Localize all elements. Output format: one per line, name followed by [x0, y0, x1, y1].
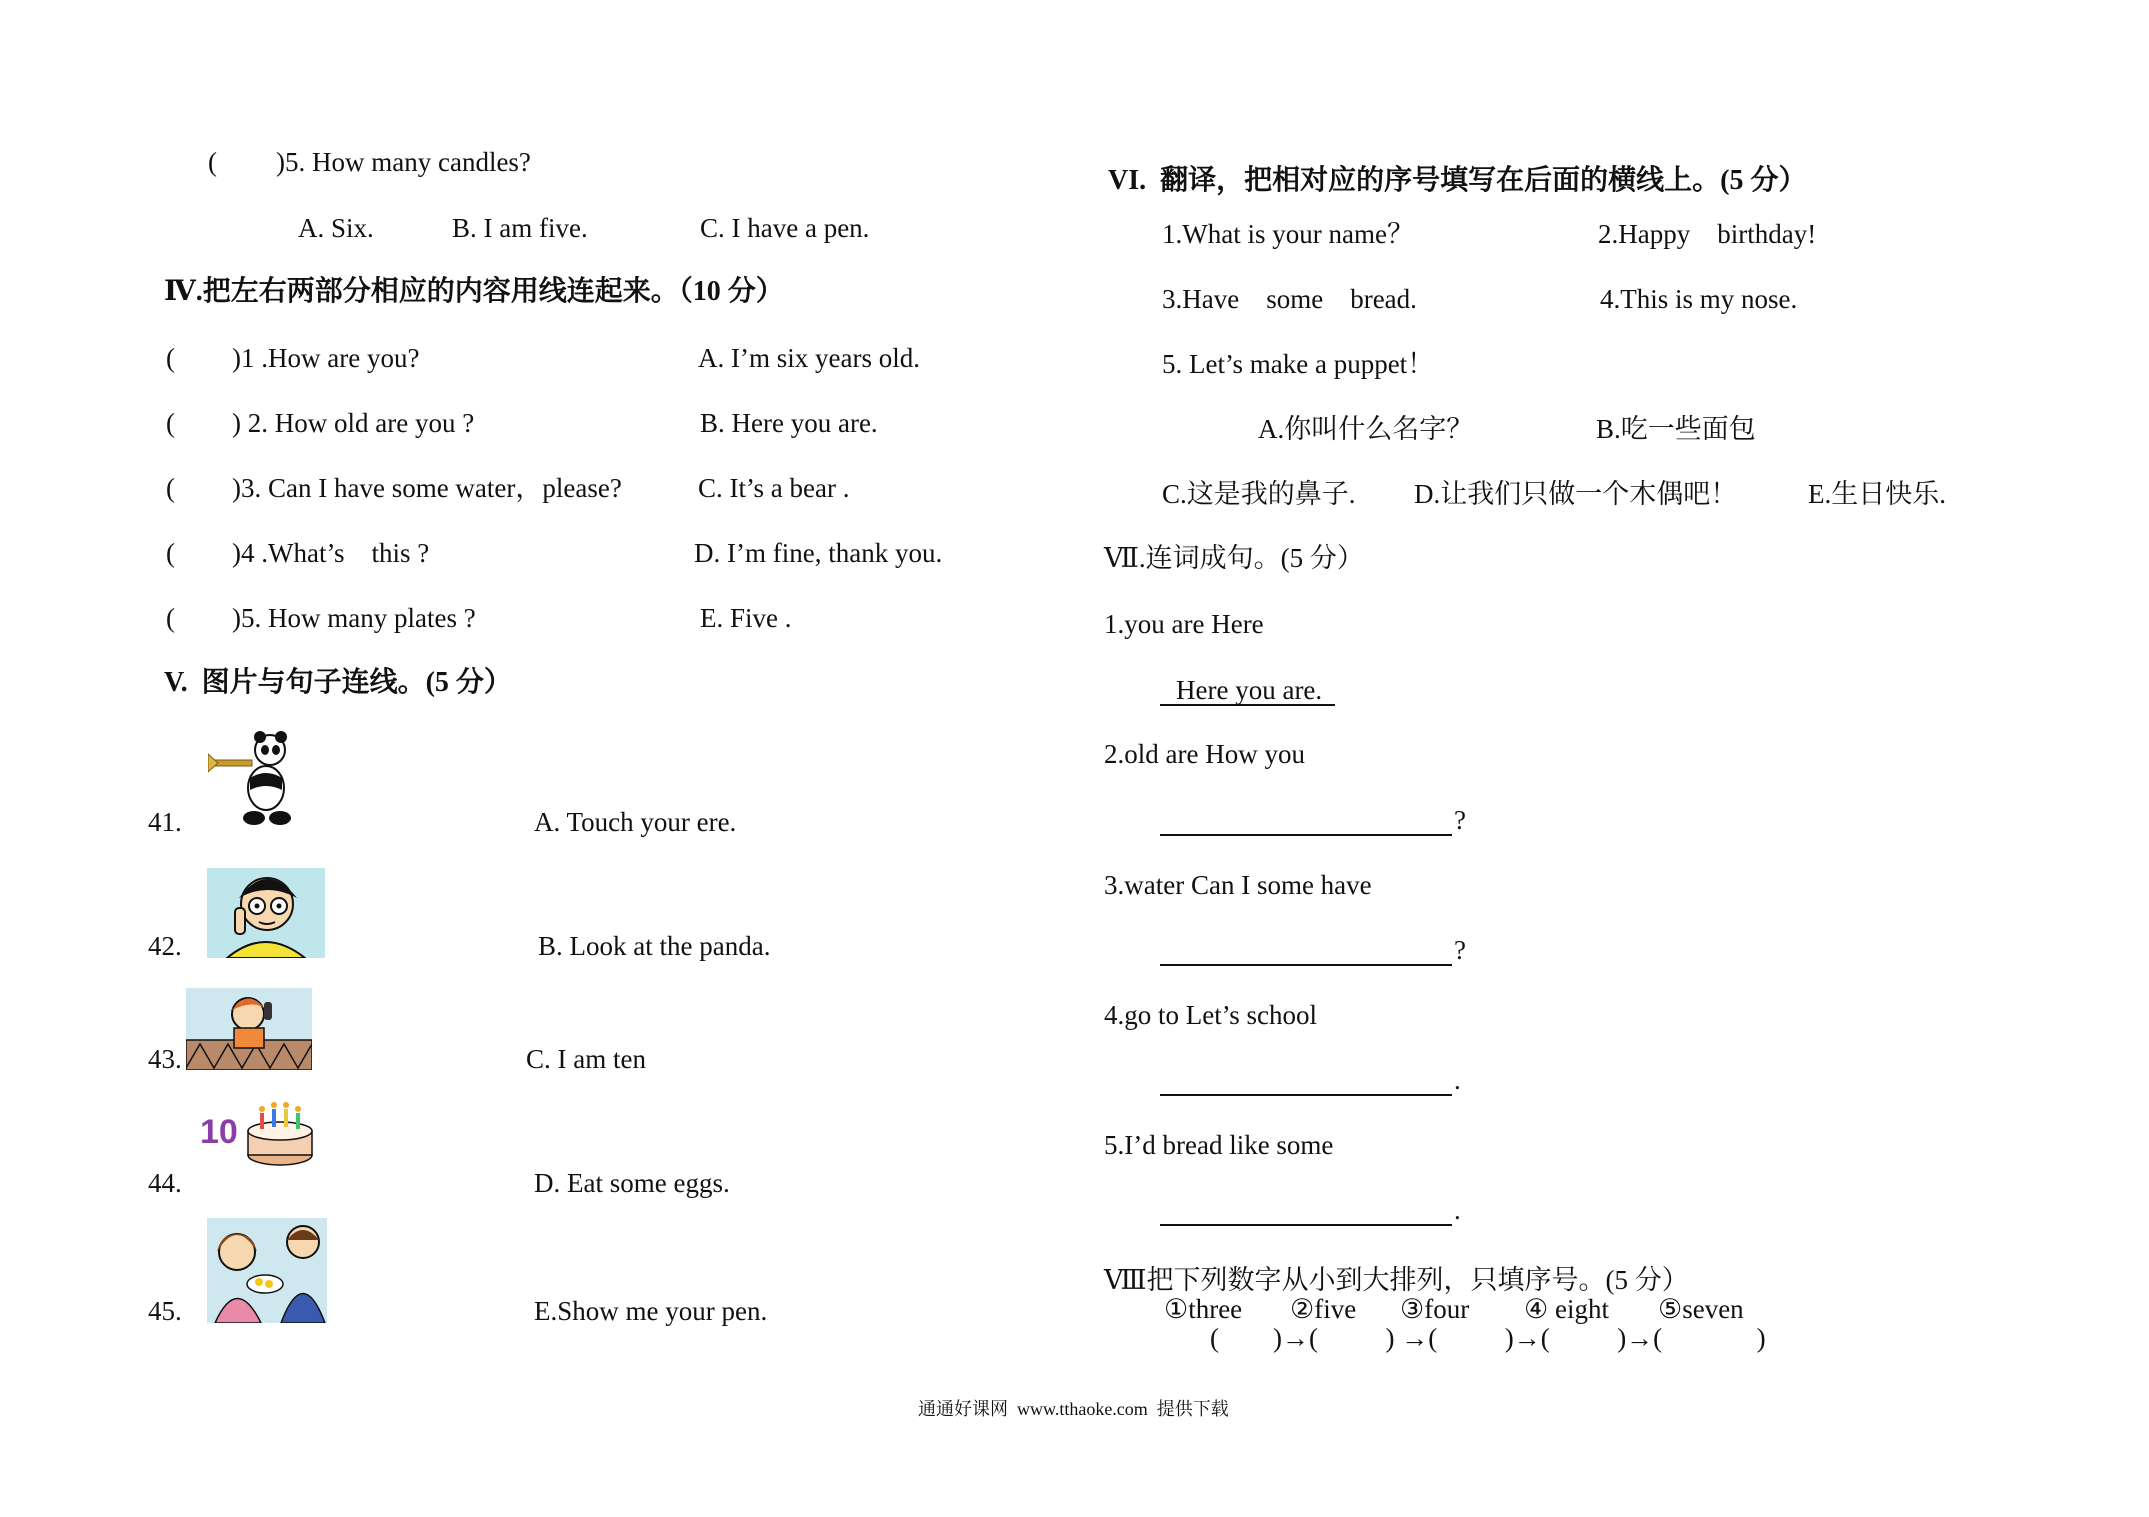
sec6-q2: 2.Happy birthday!: [1598, 219, 1817, 249]
prev-q5-option-b: B. I am five.: [452, 213, 588, 243]
sec7-q3-end-mark: ?: [1454, 935, 1466, 965]
sec6-option-e: E.生日快乐.: [1808, 479, 1946, 509]
section-6-title: VI. 翻译，把相对应的序号填写在后面的横线上。(5 分）: [1108, 165, 1807, 196]
sec5-sentence-b: B. Look at the panda.: [538, 931, 771, 961]
prev-q5-option-c: C. I have a pen.: [700, 213, 870, 243]
sec4-q2-paren: (: [166, 408, 175, 438]
sec6-option-b: B.吃一些面包: [1596, 414, 1756, 444]
sec8-number-2: ②five: [1290, 1294, 1357, 1324]
sec7-q2-end-mark: ?: [1454, 805, 1466, 835]
sec5-sentence-d: D. Eat some eggs.: [534, 1168, 730, 1198]
prev-q5-paren: (: [208, 147, 217, 177]
sec7-q2-answer-line[interactable]: [1160, 834, 1452, 836]
sec4-q1-question: )1 .How are you?: [232, 343, 420, 373]
prev-q5-option-a: A. Six.: [298, 213, 374, 243]
sec7-q4-answer-line[interactable]: [1160, 1094, 1452, 1096]
sec4-q5-question: )5. How many plates ?: [232, 603, 476, 633]
sec7-q4-end-mark: .: [1454, 1065, 1461, 1095]
sec4-q2-question: ) 2. How old are you ?: [232, 408, 475, 438]
sec4-q3-paren: (: [166, 473, 175, 503]
sec5-sentence-c: C. I am ten: [526, 1044, 646, 1074]
boy-touching-eye-icon: [207, 868, 325, 958]
sec4-q2-answer: B. Here you are.: [700, 408, 878, 438]
sec6-q3: 3.Have some bread.: [1162, 284, 1417, 314]
sec6-option-c: C.这是我的鼻子.: [1162, 479, 1356, 509]
sec4-q4-answer: D. I’m fine, thank you.: [694, 538, 943, 568]
sec4-q5-paren: (: [166, 603, 175, 633]
sec7-q3-words: 3.water Can I some have: [1104, 870, 1372, 900]
sec6-option-d: D.让我们只做一个木偶吧！: [1414, 479, 1738, 509]
sec5-item-42-number: 42.: [148, 931, 182, 961]
sec6-q1: 1.What is your name？: [1162, 219, 1414, 249]
sec8-number-3: ③four: [1400, 1294, 1470, 1324]
sec4-q1-answer: A. I’m six years old.: [698, 343, 920, 373]
sec4-q4-paren: (: [166, 538, 175, 568]
sec6-q5: 5. Let’s make a puppet！: [1162, 349, 1435, 379]
sec6-q4: 4.This is my nose.: [1600, 284, 1798, 314]
section-4-title: Ⅳ.把左右两部分相应的内容用线连起来。（10 分）: [164, 276, 784, 307]
sec4-q4-question: )4 .What’s this ?: [232, 538, 430, 568]
sec4-q5-answer: E. Five .: [700, 603, 792, 633]
girl-eggs-icon: [207, 1218, 327, 1323]
sec8-number-1: ①three: [1164, 1294, 1243, 1324]
sec7-q5-end-mark: .: [1454, 1195, 1461, 1225]
sec5-sentence-e: E.Show me your pen.: [534, 1296, 768, 1326]
sec8-number-5: ⑤seven: [1658, 1294, 1744, 1324]
section-5-title: V. 图片与句子连线。(5 分）: [164, 667, 512, 698]
sec5-item-45-number: 45.: [148, 1296, 182, 1326]
sec7-q3-answer-line[interactable]: [1160, 964, 1452, 966]
sec8-answer-row: ( )→( ) →( )→( )→( ): [1210, 1323, 1766, 1353]
birthday-cake-ten-icon: [200, 1097, 315, 1169]
sec7-q5-answer-line[interactable]: [1160, 1224, 1452, 1226]
sec7-q1-answer: Here you are.: [1176, 675, 1323, 705]
sec4-q1-paren: (: [166, 343, 175, 373]
sec7-q5-words: 5.I’d bread like some: [1104, 1130, 1334, 1160]
section-8-title: Ⅷ把下列数字从小到大排列，只填序号。(5 分）: [1104, 1265, 1689, 1295]
boy-phone-icon: [186, 988, 312, 1070]
sec7-q1-words: 1.you are Here: [1104, 609, 1264, 639]
sec6-option-a: A.你叫什么名字？: [1258, 414, 1474, 444]
sec5-sentence-a: A. Touch your ere.: [534, 807, 737, 837]
sec4-q3-question: )3. Can I have some water，please?: [232, 473, 622, 503]
sec7-q2-words: 2.old are How you: [1104, 739, 1305, 769]
svg-text:10: 10: [200, 1113, 238, 1151]
sec5-item-43-number: 43.: [148, 1044, 182, 1074]
panda-trumpet-icon: [208, 730, 303, 830]
page-footer: 通通好课网 www.tthaoke.com 提供下载: [918, 1399, 1229, 1419]
sec4-q3-answer: C. It’s a bear .: [698, 473, 850, 503]
sec5-item-44-number: 44.: [148, 1168, 182, 1198]
sec8-number-4: ④ eight: [1524, 1294, 1609, 1324]
sec7-q4-words: 4.go to Let’s school: [1104, 1000, 1317, 1030]
section-7-title: Ⅶ.连词成句。(5 分）: [1104, 543, 1364, 573]
prev-q5-stem: )5. How many candles?: [276, 147, 531, 177]
sec5-item-41-number: 41.: [148, 807, 182, 837]
